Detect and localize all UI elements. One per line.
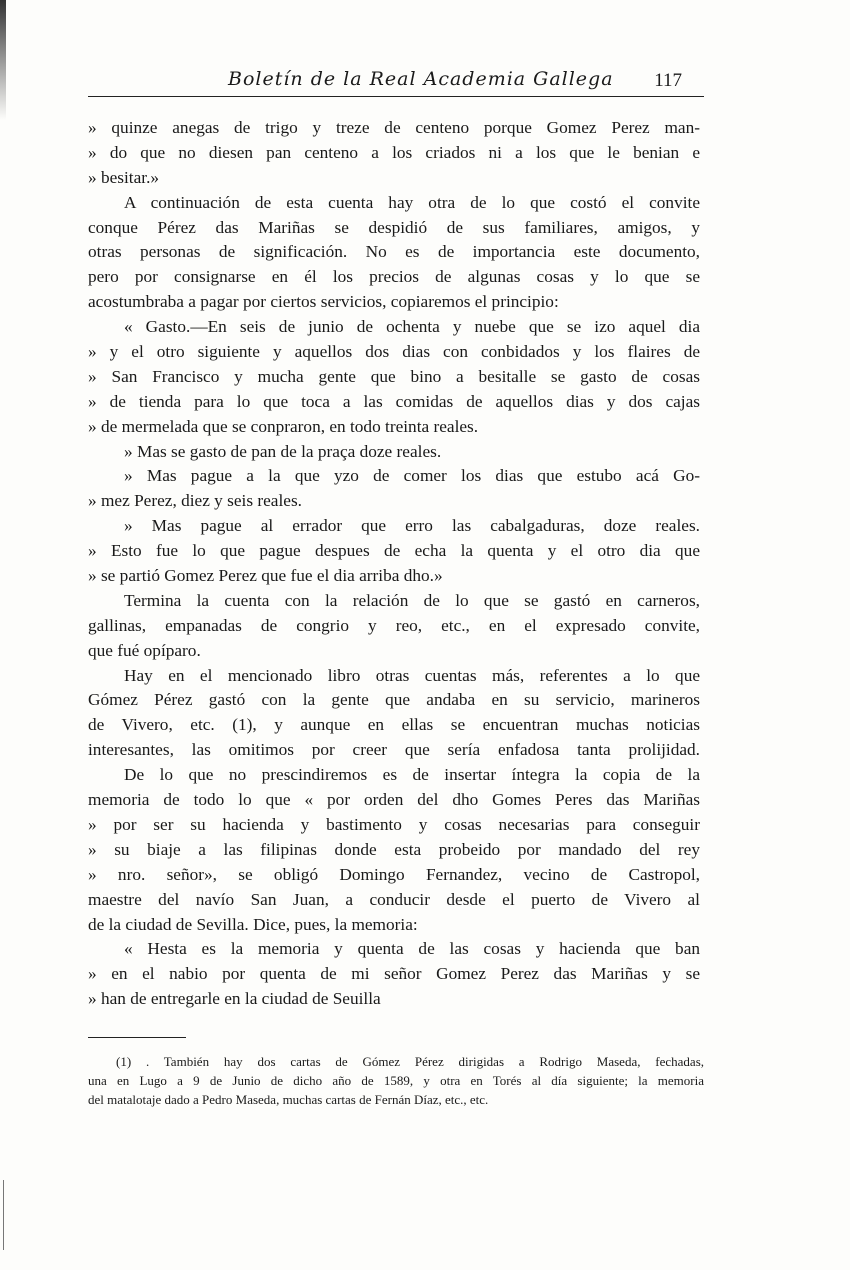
text-line: » Mas pague al errador que erro las cabalgaduras, doze reales. <box>124 516 700 536</box>
text-line: conque Pérez das Mariñas se despidió de sus familiares, amigos, y <box>88 217 700 237</box>
text-line: » besitar.» <box>88 167 160 187</box>
text-line: » quinze anegas de trigo y treze de centeno porque Gomez Perez man- <box>88 118 700 137</box>
text-line: pero por consignarse en él los precios de algunas cosas y lo que se <box>88 267 700 287</box>
text-line: gallinas, empanadas de congrio y reo, etc., en el expresado convite, <box>88 615 700 635</box>
page-number: 117 <box>654 70 682 91</box>
text-line: » mez Perez, diez y seis reales. <box>88 491 302 511</box>
text-line: » Mas pague a la que yzo de comer los dias que estubo acá Go- <box>124 466 700 486</box>
text-line: de la ciudad de Sevilla. Dice, pues, la memoria: <box>88 914 418 934</box>
text-line: » han de entregarle en la ciudad de Seuilla <box>88 989 381 1009</box>
text-line: acostumbraba a pagar por ciertos servicios, copiaremos el principio: <box>88 292 559 312</box>
text-line: » nro. señor», se obligó Domingo Fernandez, vecino de Castropol, <box>88 864 700 884</box>
text-line: » por ser su hacienda y bastimento y cosas necesarias para conseguir <box>88 814 700 834</box>
text-line: » su biaje a las filipinas donde esta probeido por mandado del rey <box>88 839 700 859</box>
text-line: que fué opíparo. <box>88 640 201 660</box>
text-line: interesantes, las omitimos por creer que sería enfadosa tanta prolijidad. <box>88 740 700 760</box>
text-line: » y el otro siguiente y aquellos dos dias con conbidados y los flaires de <box>88 342 700 362</box>
text-line: « Gasto.—En seis de junio de ochenta y nuebe que se izo aquel dia <box>124 317 700 337</box>
footnote-rule <box>88 1037 186 1038</box>
text-line: » Mas se gasto de pan de la praça doze reales. <box>124 441 442 461</box>
main-text <box>88 116 700 1012</box>
scan-edge <box>0 0 6 120</box>
text-line: A continuación de esta cuenta hay otra de lo que costó el convite <box>124 192 700 212</box>
text-line: Termina la cuenta con la relación de lo que se gastó en carneros, <box>124 590 700 610</box>
text-line: » Esto fue lo que pague despues de echa la quenta y el otro dia que <box>88 541 700 561</box>
text-line: memoria de todo lo que « por orden del dho Gomes Peres das Mariñas <box>88 790 700 810</box>
text-line: Gómez Pérez gastó con la gente que andaba en su servicio, marineros <box>88 690 700 710</box>
text-line: De lo que no prescindiremos es de insertar íntegra la copia de la <box>124 765 700 785</box>
text-line: » en el nabio por quenta de mi señor Gomez Perez das Mariñas y se <box>88 964 700 984</box>
text-line: Hay en el mencionado libro otras cuentas más, referentes a lo que <box>124 665 700 685</box>
text-line: (1) . También hay dos cartas de Gómez Pérez dirigidas a Rodrigo Maseda, fechadas, <box>116 1054 704 1069</box>
text-line: » do que no diesen pan centeno a los criados ni a los que le benian e <box>88 142 700 162</box>
footnote <box>88 1052 704 1109</box>
text-line: del matalotaje dado a Pedro Maseda, muchas cartas de Fernán Díaz, etc., etc. <box>88 1092 489 1107</box>
text-line: » de tienda para lo que toca a las comidas de aquellos dias y dos cajas <box>88 391 700 411</box>
text-line: « Hesta es la memoria y quenta de las cosas y hacienda que ban <box>124 939 700 959</box>
text-line: » se partió Gomez Perez que fue el dia arriba dho.» <box>88 566 443 586</box>
scan-edge-mark <box>3 1180 4 1250</box>
running-header <box>88 66 704 97</box>
text-line: maestre del navío San Juan, a conducir desde el puerto de Vivero al <box>88 889 700 909</box>
journal-title: Boletín de la Real Academia Gallega <box>228 68 614 90</box>
text-line: » de mermelada que se conpraron, en todo treinta reales. <box>88 416 479 436</box>
text-line: otras personas de significación. No es de importancia este documento, <box>88 242 700 262</box>
text-line: una en Lugo a 9 de Junio de dicho año de 1589, y otra en Torés al día siguiente; la memoria <box>88 1073 704 1088</box>
text-line: » San Francisco y mucha gente que bino a besitalle se gasto de cosas <box>88 366 700 386</box>
text-line: de Vivero, etc. (1), y aunque en ellas se encuentran muchas noticias <box>88 715 700 735</box>
